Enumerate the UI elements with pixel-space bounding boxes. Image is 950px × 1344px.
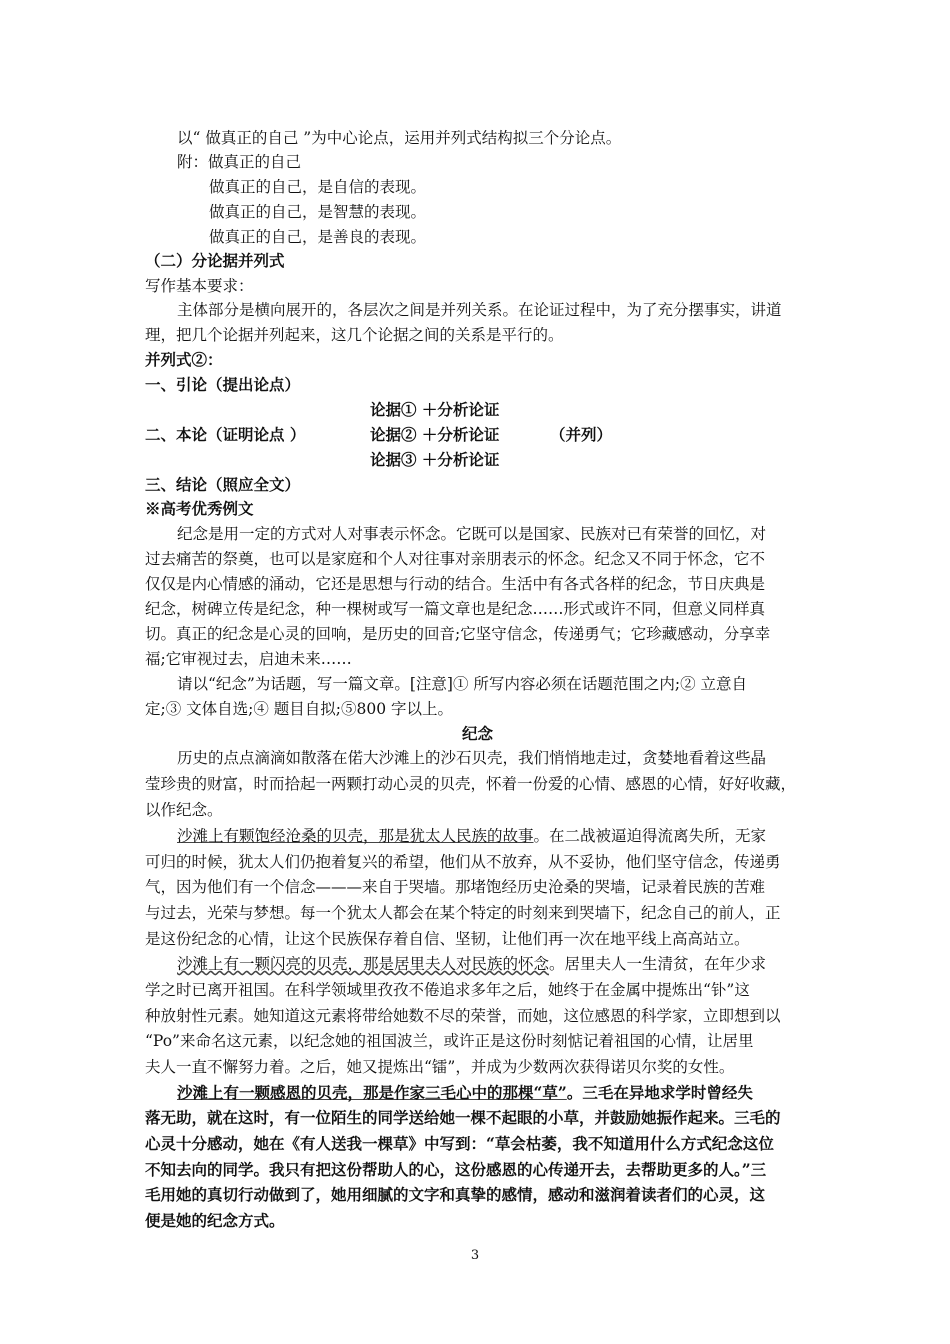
outline-title: 并列式②： (145, 350, 223, 369)
essay-line: 便是她的纪念方式。 (145, 1211, 285, 1230)
argument-item: 论据③ ＋分析论证 (370, 450, 500, 469)
appendix-line: 附：做真正的自己 (177, 153, 302, 171)
essay-line: 以作纪念。 (145, 801, 223, 819)
essay-title: 纪念 (461, 724, 493, 743)
outline-part-1: 一、引论（提出论点） (145, 375, 301, 394)
prompt-line: 切。真正的纪念是心灵的回响，是历史的回音;它坚守信念，传递勇气；它珍藏感动，分享幸 (145, 625, 771, 643)
essay-line (177, 952, 842, 976)
outline-part-3: 三、结论（照应全文） (145, 475, 301, 494)
topic-sentence: 沙滩上有一颗闪亮的贝壳，那是居里夫人对民族的怀念 (177, 955, 550, 973)
essay-text: 。居里夫人一生清贫，在年少求 (549, 955, 767, 973)
essay-line: 莹珍贵的财富，时而拾起一两颗打动心灵的贝壳，怀着一份爱的心情、感恩的心情，好好收藏， (145, 775, 797, 793)
parallel-label: （并列） (550, 425, 613, 444)
prompt-line: 定;③ 文体自选;④ 题目自拟;⑤800 字以上。 (145, 700, 454, 718)
essay-line (177, 824, 842, 848)
prompt-line: 仅仅是内心情感的涌动，它还是思想与行动的结合。生活中有各式各样的纪念，节日庆典是 (145, 575, 766, 593)
requirement-text: 主体部分是横向展开的，各层次之间是并列关系。在论证过程中，为了充分摆事实，讲道 (177, 301, 782, 319)
prompt-line: 福;它审视过去，启迪未来…… (145, 650, 352, 668)
essay-line: 心灵十分感动，她在《有人送我一棵草》中写到：“草会枯萎，我不知道用什么方式纪念这位 (145, 1134, 774, 1153)
essay-line: 气，因为他们有一个信念———来自于哭墙。那堵饱经历史沧桑的哭墙，记录着民族的苦难 (145, 878, 766, 896)
essay-text: 。在二战被逼迫得流离失所，无家 (533, 827, 767, 845)
prompt-line: 纪念是用一定的方式对人对事表示怀念。它既可以是国家、民族对已有荣誉的回忆，对 (177, 525, 767, 543)
prompt-line: 请以“纪念”为话题，写一篇文章。[注意]① 所写内容必须在话题范围之内;② 立意自 (177, 675, 748, 693)
example-heading: ※高考优秀例文 (145, 499, 254, 518)
topic-sentence: 沙滩上有一颗感恩的贝壳，那是作家三毛心中的那棵“草” (177, 1083, 567, 1102)
essay-line: 夫人一直不懈努力着。之后，她又提炼出“镭”，并成为少数两次获得诺贝尔奖的女性。 (145, 1058, 735, 1076)
prompt-line: 纪念，树碑立传是纪念，种一棵树或写一篇文章也是纪念……形式或许不同，但意义同样真 (145, 600, 766, 618)
essay-line: “Po”来命名这元素，以纪念她的祖国波兰，或许正是这份时刻惦记着祖国的心情，让居里 (145, 1032, 754, 1050)
outline-part-2: 二、本论（证明论点 ） (145, 425, 306, 444)
sub-point: 做真正的自己，是自信的表现。 (209, 178, 427, 196)
argument-item: 论据② ＋分析论证 (370, 425, 500, 444)
section-heading: （二）分论据并列式 (145, 251, 285, 270)
essay-line (177, 1081, 842, 1105)
argument-item: 论据① ＋分析论证 (370, 400, 500, 419)
essay-line: 学之时已离开祖国。在科学领域里孜孜不倦追求多年之后，她终于在金属中提炼出“钋”这 (145, 981, 750, 999)
essay-line: 种放射性元素。她知道这元素将带给她数不尽的荣誉，而她，这位感恩的科学家，立即想到以 (145, 1007, 781, 1025)
essay-text: 。三毛在异地求学时曾经失 (566, 1083, 753, 1102)
essay-line: 毛用她的真切行动做到了，她用细腻的文字和真挚的感情，感动和滋润着读者们的心灵，这 (145, 1185, 766, 1204)
intro-line: 以“ 做真正的自己 ”为中心论点，运用并列式结构拟三个分论点。 (177, 129, 622, 147)
essay-line: 是这份纪念的心情，让这个民族保存着自信、坚韧，让他们再一次在地平线上高高站立。 (145, 930, 750, 948)
essay-line: 可归的时候，犹太人们仍抱着复兴的希望，他们从不放弃，从不妥协，他们坚守信念，传递勇 (145, 853, 781, 871)
essay-line: 历史的点点滴滴如散落在偌大沙滩上的沙石贝壳，我们悄悄地走过，贪婪地看着这些晶 (177, 749, 767, 767)
essay-line: 与过去，光荣与梦想。每一个犹太人都会在某个特定的时刻来到哭墙下，纪念自己的前人，正 (145, 904, 781, 922)
sub-point: 做真正的自己，是善良的表现。 (209, 228, 427, 246)
prompt-line: 过去痛苦的祭奠，也可以是家庭和个人对往事对亲朋表示的怀念。纪念又不同于怀念，它不 (145, 550, 766, 568)
page-number: 3 (470, 1248, 480, 1263)
topic-sentence: 沙滩上有颗饱经沧桑的贝壳，那是犹太人民族的故事 (177, 827, 534, 845)
requirement-text: 理，把几个论据并列起来，这几个论据之间的关系是平行的。 (145, 326, 564, 344)
essay-line: 不知去向的同学。我只有把这份帮助人的心，这份感恩的心传递开去，去帮助更多的人。”三 (145, 1160, 767, 1179)
essay-line: 落无助，就在这时，有一位陌生的同学送给她一棵不起眼的小草，并鼓励她振作起来。三毛的 (145, 1108, 781, 1127)
requirement-label: 写作基本要求： (145, 277, 254, 295)
sub-point: 做真正的自己，是智慧的表现。 (209, 203, 427, 221)
